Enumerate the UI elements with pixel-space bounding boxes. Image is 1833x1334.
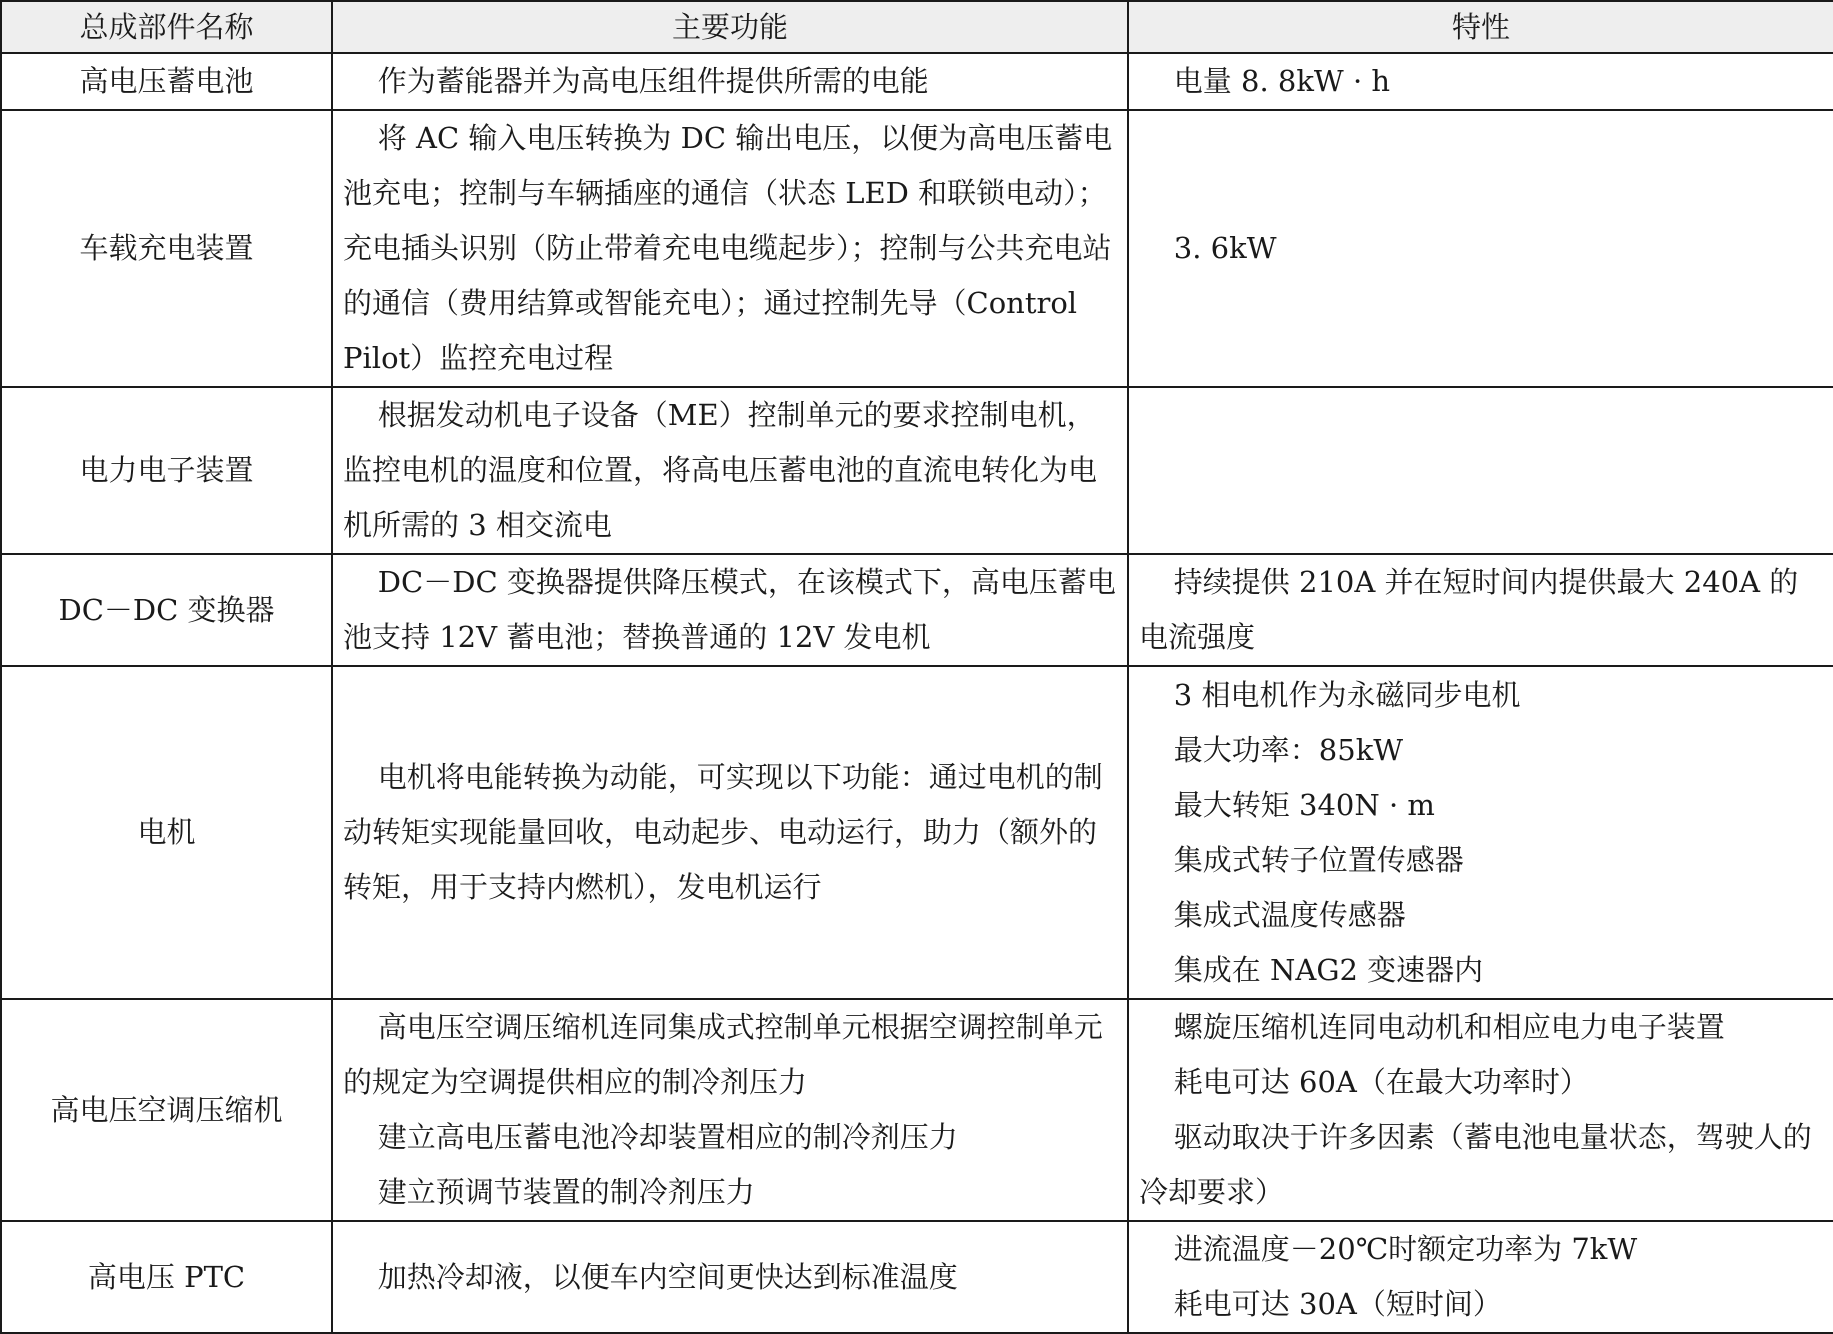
function-text: 根据发动机电子设备（ME）控制单元的要求控制电机，监控电机的温度和位置，将高电压蓄电池的直流电转化为电机所需的 3 相交流电 [343,398,1098,542]
table-row [1,999,1833,1221]
component-spec [1128,1221,1833,1333]
component-name: DC－DC 变换器 [1,554,332,666]
spec-text: 集成式转子位置传感器 [1173,842,1464,877]
component-function [332,999,1128,1221]
table-row [1,1221,1833,1333]
component-function [332,53,1128,110]
spec-text: 进流温度－20℃时额定功率为 7kW [1173,1232,1638,1266]
table-row [1,110,1833,387]
function-text: 电机将电能转换为动能，可实现以下功能：通过电机的制动转矩实现能量回收，电动起步、电动运行，助力（额外的转矩，用于支持内燃机），发电机运行 [343,760,1103,904]
spec-text: 螺旋压缩机连同电动机和相应电力电子装置 [1173,1010,1725,1044]
component-name: 高电压空调压缩机 [1,999,332,1221]
component-name: 电机 [1,666,332,999]
component-spec [1128,387,1833,554]
component-function [332,554,1128,666]
spec-text: 驱动取决于许多因素（蓄电池电量状态，驾驶人的冷却要求） [1139,1120,1812,1209]
spec-text: 电量 8. 8kW · h [1173,64,1391,98]
header-row [1,1,1833,53]
component-function [332,1221,1128,1333]
spec-text: 集成在 NAG2 变速器内 [1173,952,1484,987]
component-name: 高电压蓄电池 [1,53,332,110]
spec-text: 持续提供 210A 并在短时间内提供最大 240A 的电流强度 [1139,565,1799,654]
spec-text: 集成式温度传感器 [1173,897,1406,932]
component-function [332,666,1128,999]
function-text: DC－DC 变换器提供降压模式，在该模式下，高电压蓄电池支持 12V 蓄电池；替换普通的 12V 发电机 [343,565,1116,654]
function-text: 将 AC 输入电压转换为 DC 输出电压，以便为高电压蓄电池充电；控制与车辆插座的通信（状态 LED 和联锁电动）；充电插头识别（防止带着充电电缆起步）；控制与公共充电站的通信（费用结算或智能充电）；通过控制先导（Control Pilot）监控充电过程 [343,121,1113,375]
component-name: 电力电子装置 [1,387,332,554]
header-main-function: 主要功能 [332,1,1128,53]
table-row [1,554,1833,666]
table-row [1,53,1833,110]
component-spec [1128,53,1833,110]
component-function [332,110,1128,387]
spec-text: 耗电可达 30A（短时间） [1173,1287,1502,1321]
table-row [1,666,1833,999]
function-text: 建立高电压蓄电池冷却装置相应的制冷剂压力 [377,1120,958,1154]
spec-text: 最大转矩 340N · m [1173,787,1435,822]
header-component-name: 总成部件名称 [1,1,332,53]
component-spec [1128,666,1833,999]
function-text: 高电压空调压缩机连同集成式控制单元根据空调控制单元的规定为空调提供相应的制冷剂压力 [343,1010,1103,1099]
component-spec [1128,999,1833,1221]
function-text: 加热冷却液，以便车内空间更快达到标准温度 [377,1259,958,1294]
function-text: 建立预调节装置的制冷剂压力 [377,1175,755,1209]
table-row [1,387,1833,554]
spec-text: 3 相电机作为永磁同步电机 [1173,677,1521,712]
component-name: 高电压 PTC [1,1221,332,1333]
spec-text: 最大功率：85kW [1173,732,1404,767]
component-spec [1128,554,1833,666]
function-text: 作为蓄能器并为高电压组件提供所需的电能 [377,64,929,98]
spec-text: 耗电可达 60A（在最大功率时） [1173,1065,1589,1099]
component-spec [1128,110,1833,387]
spec-text: 3. 6kW [1173,231,1277,265]
component-name: 车载充电装置 [1,110,332,387]
header-characteristics: 特性 [1128,1,1833,53]
component-function [332,387,1128,554]
